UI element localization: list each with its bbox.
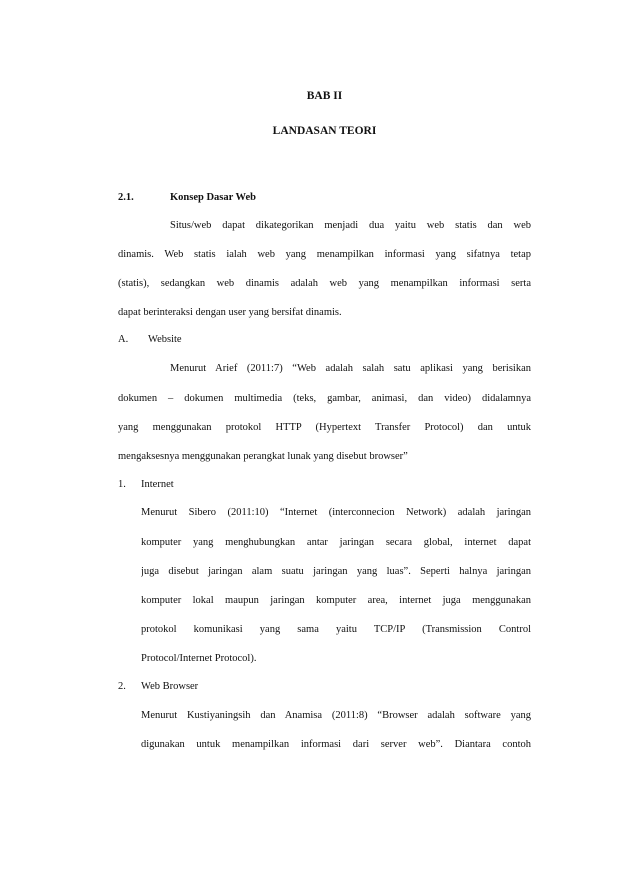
item-title: Internet xyxy=(141,479,174,490)
website-line: mengaksesnya menggunakan perangkat lunak yang disebut browser” xyxy=(118,451,408,462)
subsection-marker: A. xyxy=(118,334,129,345)
item-number: 2. xyxy=(118,681,126,692)
intro-line: (statis), sedangkan web dinamis adalah web yang menampilkan informasi serta xyxy=(118,278,531,289)
website-line: Menurut Arief (2011:7) “Web adalah salah satu aplikasi yang berisikan xyxy=(170,363,531,374)
website-line: yang menggunakan protokol HTTP (Hypertext Transfer Protocol) dan untuk xyxy=(118,422,531,433)
internet-line: komputer yang menghubungkan antar jaringan secara global, internet dapat xyxy=(141,537,531,548)
internet-line: protokol komunikasi yang sama yaitu TCP/IP (Transmission Control xyxy=(141,624,531,635)
browser-line: digunakan untuk menampilkan informasi dari server web”. Diantara contoh xyxy=(141,739,531,750)
internet-line: Menurut Sibero (2011:10) “Internet (interconnecion Network) adalah jaringan xyxy=(141,507,531,518)
website-line: dokumen – dokumen multimedia (teks, gambar, animasi, dan video) didalamnya xyxy=(118,393,531,404)
intro-line: dinamis. Web statis ialah web yang menampilkan informasi yang sifatnya tetap xyxy=(118,249,531,260)
internet-line: komputer lokal maupun jaringan komputer area, internet juga menggunakan xyxy=(141,595,531,606)
internet-line: juga disebut jaringan alam suatu jaringan yang luas”. Seperti halnya jaringan xyxy=(141,566,531,577)
section-title: Konsep Dasar Web xyxy=(170,192,256,203)
chapter-title: LANDASAN TEORI xyxy=(272,125,377,137)
browser-line: Menurut Kustiyaningsih dan Anamisa (2011:8) “Browser adalah software yang xyxy=(141,710,531,721)
item-title: Web Browser xyxy=(141,681,199,692)
intro-line: dapat berinteraksi dengan user yang bersifat dinamis. xyxy=(118,307,342,318)
item-number: 1. xyxy=(118,479,126,490)
subsection-title: Website xyxy=(148,334,182,345)
section-number: 2.1. xyxy=(118,192,134,203)
chapter-number: BAB II xyxy=(306,90,343,102)
intro-line: Situs/web dapat dikategorikan menjadi dua yaitu web statis dan web xyxy=(170,220,531,231)
internet-line: Protocol/Internet Protocol). xyxy=(141,653,257,664)
